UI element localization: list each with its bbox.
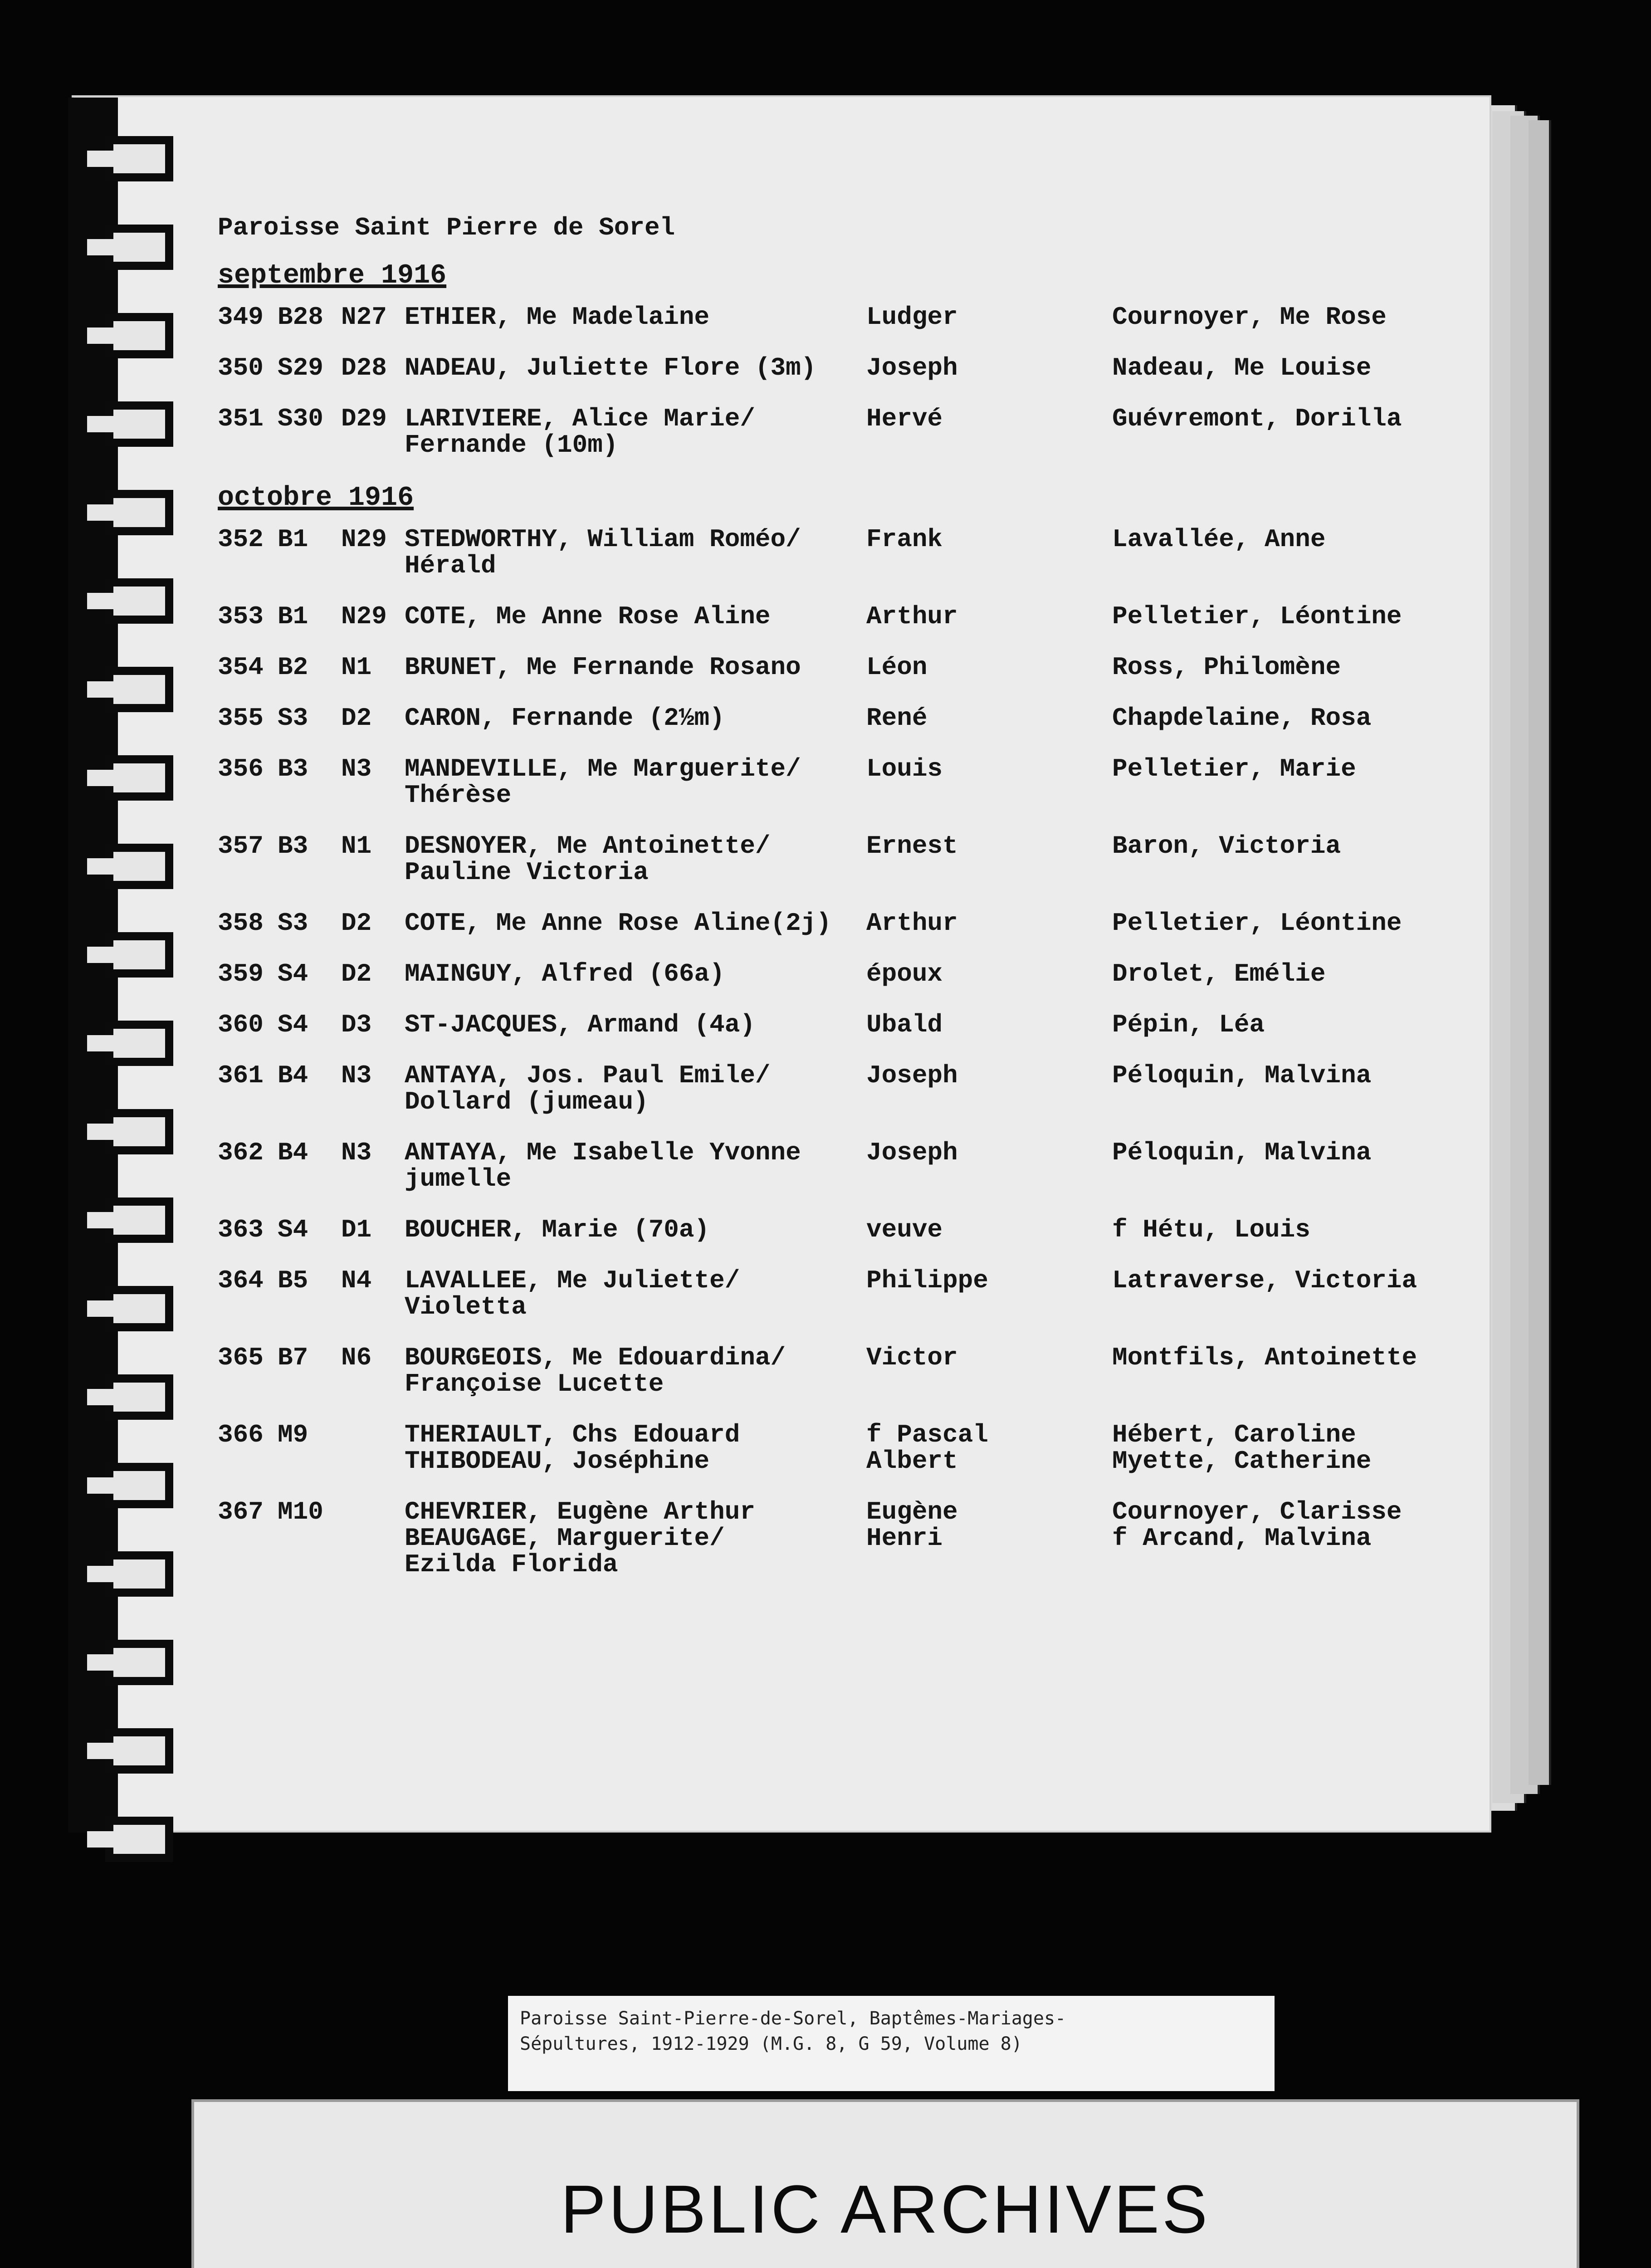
register-entry: [218, 1062, 1488, 1115]
entry-act-code: B7: [278, 1343, 308, 1372]
entry-name-line: BRUNET, Me Fernande Rosano: [405, 653, 801, 682]
entry-mother: [1112, 1139, 1457, 1192]
register-entry: [218, 910, 1488, 936]
entry-mother-line: Baron, Victoria: [1112, 831, 1341, 860]
month-heading: septembre 1916: [218, 260, 447, 291]
entry-mother: [1112, 833, 1457, 885]
entry-name-line: Fernande (10m): [405, 430, 618, 459]
caption-line: Sépultures, 1912-1929 (M.G. 8, G 59, Volume 8): [520, 2033, 1022, 2054]
entry-name-line: Hérald: [405, 551, 496, 580]
entry-mother-line: f Arcand, Malvina: [1112, 1524, 1372, 1553]
entry-father: [866, 1012, 1112, 1038]
page-edge: [1529, 120, 1551, 1785]
register-entry: [218, 961, 1488, 987]
entry-father-line: Joseph: [866, 353, 958, 382]
entry-act-code: B28: [278, 303, 323, 332]
entry-father-line: Louis: [866, 754, 943, 783]
entry-father-line: René: [866, 704, 928, 733]
entry-father: [866, 526, 1112, 579]
entry-name: [405, 961, 866, 987]
entry-mother: [1112, 1217, 1457, 1243]
register-entry: [218, 526, 1488, 579]
entry-name-line: DESNOYER, Me Antoinette/: [405, 831, 771, 860]
entry-father-line: Ubald: [866, 1010, 943, 1039]
entry-number: 358: [218, 909, 264, 938]
entry-name: [405, 1499, 866, 1578]
entry-date-code: [341, 1422, 405, 1474]
entry-name-line: CARON, Fernande (2½m): [405, 704, 725, 733]
entry-father-line: Léon: [866, 653, 928, 682]
entry-father: [866, 961, 1112, 987]
register-entry: [218, 603, 1488, 630]
archives-stamp: [191, 2099, 1579, 2268]
binding-ring: [105, 1817, 173, 1862]
entry-name: [405, 1139, 866, 1192]
entry-father: [866, 1422, 1112, 1474]
entry-name-line: Ezilda Florida: [405, 1550, 618, 1579]
register-entry: [218, 1499, 1488, 1578]
binding-ring: [105, 1463, 173, 1508]
entry-father-line: Henri: [866, 1524, 943, 1553]
entry-date-code: N27: [341, 303, 387, 332]
entry-father: [866, 1062, 1112, 1115]
entry-name: [405, 1012, 866, 1038]
entry-act-code: B3: [278, 831, 308, 860]
month-heading: octobre 1916: [218, 483, 414, 513]
microfilm-caption: [508, 1996, 1275, 2091]
entry-name: [405, 910, 866, 936]
entry-act-code: S30: [278, 404, 323, 433]
binding-ring: [105, 844, 173, 889]
entry-mother: [1112, 1499, 1457, 1578]
entry-name: [405, 304, 866, 330]
entry-mother-line: Hébert, Caroline: [1112, 1420, 1356, 1449]
entry-name: [405, 406, 866, 458]
entry-father-line: Ernest: [866, 831, 958, 860]
entry-name-line: Pauline Victoria: [405, 858, 649, 887]
entry-father: [866, 355, 1112, 381]
entry-mother-line: Péloquin, Malvina: [1112, 1138, 1372, 1167]
entry-mother: [1112, 406, 1457, 458]
entry-mother-line: f Hétu, Louis: [1112, 1215, 1310, 1244]
entry-act-code: B4: [278, 1061, 308, 1090]
entry-mother-line: Pelletier, Marie: [1112, 754, 1356, 783]
entry-mother-line: Myette, Catherine: [1112, 1447, 1372, 1476]
entry-date-code: D3: [341, 1010, 372, 1039]
entry-name-line: Violetta: [405, 1292, 527, 1321]
entry-number: 349: [218, 303, 264, 332]
entry-number: 366: [218, 1420, 264, 1449]
entry-mother: [1112, 1344, 1457, 1397]
entry-mother: [1112, 603, 1457, 630]
entry-name-line: ANTAYA, Jos. Paul Emile/: [405, 1061, 771, 1090]
entry-father-line: f Pascal: [866, 1420, 988, 1449]
entry-mother: [1112, 654, 1457, 680]
entry-father: [866, 406, 1112, 458]
binding-ring: [105, 1728, 173, 1774]
entry-act-code: B2: [278, 653, 308, 682]
entry-name-line: MAINGUY, Alfred (66a): [405, 959, 725, 988]
entry-mother-line: Ross, Philomène: [1112, 653, 1341, 682]
entry-date-code: N29: [341, 602, 387, 631]
entry-act-code: S29: [278, 353, 323, 382]
entry-mother-line: Guévremont, Dorilla: [1112, 404, 1402, 433]
entry-number: 356: [218, 754, 264, 783]
entry-date-code: D2: [341, 909, 372, 938]
entry-father: [866, 1499, 1112, 1578]
entry-act-code: B1: [278, 602, 308, 631]
entry-number: 353: [218, 602, 264, 631]
entry-father: [866, 910, 1112, 936]
binding-ring: [105, 1021, 173, 1066]
entry-name-line: COTE, Me Anne Rose Aline(2j): [405, 909, 831, 938]
entry-number: 361: [218, 1061, 264, 1090]
entry-mother-line: Lavallée, Anne: [1112, 525, 1326, 554]
entry-act-code: S3: [278, 909, 308, 938]
entry-name-line: BOUCHER, Marie (70a): [405, 1215, 710, 1244]
entry-name: [405, 1422, 866, 1474]
entry-name: [405, 654, 866, 680]
binding-ring: [105, 490, 173, 535]
entry-date-code: N6: [341, 1343, 372, 1372]
register-document: [218, 213, 1488, 1602]
register-entry: [218, 1422, 1488, 1474]
entry-date-code: N1: [341, 653, 372, 682]
entry-mother: [1112, 1267, 1457, 1320]
entry-father-line: Philippe: [866, 1266, 988, 1295]
entry-act-code: M10: [278, 1497, 323, 1526]
entry-mother-line: Pelletier, Léontine: [1112, 909, 1402, 938]
entry-mother-line: Montfils, Antoinette: [1112, 1343, 1417, 1372]
entry-act-code: B3: [278, 754, 308, 783]
entry-father-line: époux: [866, 959, 943, 988]
entry-father-line: veuve: [866, 1215, 943, 1244]
entry-father: [866, 1139, 1112, 1192]
register-entry: [218, 1012, 1488, 1038]
entry-name-line: jumelle: [405, 1164, 512, 1193]
entry-mother-line: Nadeau, Me Louise: [1112, 353, 1372, 382]
binding-ring: [105, 578, 173, 624]
entry-name: [405, 1344, 866, 1397]
entry-father-line: Ludger: [866, 303, 958, 332]
entry-mother: [1112, 1012, 1457, 1038]
binding-ring: [105, 401, 173, 447]
entry-number: 362: [218, 1138, 264, 1167]
entry-act-code: B1: [278, 525, 308, 554]
entry-mother: [1112, 1422, 1457, 1474]
entry-name-line: THERIAULT, Chs Edouard: [405, 1420, 740, 1449]
binding-ring: [105, 1286, 173, 1331]
entry-name-line: Françoise Lucette: [405, 1369, 664, 1398]
entry-father-line: Eugène: [866, 1497, 958, 1526]
entry-father-line: Victor: [866, 1343, 958, 1372]
entry-name: [405, 1267, 866, 1320]
entry-act-code: B4: [278, 1138, 308, 1167]
entry-mother-line: Latraverse, Victoria: [1112, 1266, 1417, 1295]
entry-name-line: STEDWORTHY, William Roméo/: [405, 525, 801, 554]
entry-mother: [1112, 355, 1457, 381]
entry-mother-line: Chapdelaine, Rosa: [1112, 704, 1372, 733]
register-entry: [218, 1267, 1488, 1320]
entry-date-code: D2: [341, 704, 372, 733]
entry-date-code: N3: [341, 754, 372, 783]
entry-mother: [1112, 526, 1457, 579]
entry-date-code: N3: [341, 1138, 372, 1167]
entry-name: [405, 1217, 866, 1243]
entry-father-line: Hervé: [866, 404, 943, 433]
register-sections: [218, 260, 1488, 1578]
register-entry: [218, 406, 1488, 458]
entry-number: 352: [218, 525, 264, 554]
entry-father: [866, 603, 1112, 630]
entry-father-line: Joseph: [866, 1061, 958, 1090]
binding-ring: [105, 667, 173, 712]
binding-ring: [105, 1198, 173, 1243]
entry-name-line: ST-JACQUES, Armand (4a): [405, 1010, 755, 1039]
register-entry: [218, 1217, 1488, 1243]
entry-act-code: S4: [278, 1215, 308, 1244]
entry-father: [866, 304, 1112, 330]
entry-name-line: ETHIER, Me Madelaine: [405, 303, 710, 332]
entry-act-code: S3: [278, 704, 308, 733]
entry-name-line: NADEAU, Juliette Flore (3m): [405, 353, 816, 382]
register-entry: [218, 756, 1488, 808]
caption-line: Paroisse Saint-Pierre-de-Sorel, Baptêmes-Mariages-: [520, 2008, 1066, 2029]
entry-mother-line: Péloquin, Malvina: [1112, 1061, 1372, 1090]
entry-mother-line: Drolet, Emélie: [1112, 959, 1326, 988]
entry-father: [866, 654, 1112, 680]
entry-mother: [1112, 961, 1457, 987]
entry-date-code: N4: [341, 1266, 372, 1295]
entry-mother: [1112, 705, 1457, 731]
binding-ring: [105, 1551, 173, 1597]
entry-father: [866, 833, 1112, 885]
binding-ring: [105, 1109, 173, 1154]
binding-ring: [105, 932, 173, 978]
entry-date-code: D2: [341, 959, 372, 988]
entry-number: 364: [218, 1266, 264, 1295]
entry-name: [405, 603, 866, 630]
entry-name: [405, 833, 866, 885]
entry-number: 351: [218, 404, 264, 433]
entry-father-line: Arthur: [866, 602, 958, 631]
entry-father-line: Joseph: [866, 1138, 958, 1167]
entry-date-code: D28: [341, 353, 387, 382]
entry-number: 359: [218, 959, 264, 988]
entry-father-line: Albert: [866, 1447, 958, 1476]
entry-name: [405, 355, 866, 381]
entry-date-code: N3: [341, 1061, 372, 1090]
entry-number: 363: [218, 1215, 264, 1244]
entry-name-line: BOURGEOIS, Me Edouardina/: [405, 1343, 786, 1372]
entry-date-code: N29: [341, 525, 387, 554]
entry-number: 350: [218, 353, 264, 382]
entry-act-code: S4: [278, 1010, 308, 1039]
binding-ring: [105, 1640, 173, 1685]
register-entry: [218, 355, 1488, 381]
register-entry: [218, 304, 1488, 330]
entry-number: 354: [218, 653, 264, 682]
entry-father: [866, 1267, 1112, 1320]
entry-mother: [1112, 756, 1457, 808]
entry-name-line: BEAUGAGE, Marguerite/: [405, 1524, 725, 1553]
entry-act-code: S4: [278, 959, 308, 988]
entry-name: [405, 756, 866, 808]
entry-name-line: ANTAYA, Me Isabelle Yvonne: [405, 1138, 801, 1167]
binding-ring: [105, 136, 173, 181]
binding-ring: [105, 313, 173, 358]
entry-act-code: B5: [278, 1266, 308, 1295]
entry-name: [405, 1062, 866, 1115]
entry-father: [866, 705, 1112, 731]
binding-ring: [105, 225, 173, 270]
entry-name-line: LARIVIERE, Alice Marie/: [405, 404, 755, 433]
entry-name-line: Dollard (jumeau): [405, 1087, 649, 1116]
entry-name: [405, 526, 866, 579]
entry-number: 355: [218, 704, 264, 733]
entry-date-code: D29: [341, 404, 387, 433]
entry-mother-line: Pelletier, Léontine: [1112, 602, 1402, 631]
entry-father: [866, 1344, 1112, 1397]
register-entry: [218, 1139, 1488, 1192]
entry-name-line: Thérèse: [405, 781, 512, 810]
register-entry: [218, 1344, 1488, 1397]
register-entry: [218, 705, 1488, 731]
entry-mother-line: Cournoyer, Clarisse: [1112, 1497, 1402, 1526]
entry-name: [405, 705, 866, 731]
entry-father-line: Arthur: [866, 909, 958, 938]
entry-date-code: [341, 1499, 405, 1578]
register-entry: [218, 833, 1488, 885]
entry-number: 357: [218, 831, 264, 860]
entry-mother: [1112, 910, 1457, 936]
entry-mother-line: Cournoyer, Me Rose: [1112, 303, 1387, 332]
register-entry: [218, 654, 1488, 680]
entry-father-line: Frank: [866, 525, 943, 554]
binding-ring: [105, 1374, 173, 1420]
entry-number: 360: [218, 1010, 264, 1039]
entry-father: [866, 1217, 1112, 1243]
stamp-line-public-archives: PUBLIC ARCHIVES: [560, 2171, 1211, 2247]
entry-name-line: CHEVRIER, Eugène Arthur: [405, 1497, 755, 1526]
entry-name-line: LAVALLEE, Me Juliette/: [405, 1266, 740, 1295]
entry-act-code: M9: [278, 1420, 308, 1449]
entry-mother: [1112, 304, 1457, 330]
entry-date-code: N1: [341, 831, 372, 860]
entry-name-line: MANDEVILLE, Me Marguerite/: [405, 754, 801, 783]
entry-number: 365: [218, 1343, 264, 1372]
binding-ring: [105, 755, 173, 801]
entry-mother: [1112, 1062, 1457, 1115]
document-title: Paroisse Saint Pierre de Sorel: [218, 213, 675, 242]
entry-number: 367: [218, 1497, 264, 1526]
entry-name-line: COTE, Me Anne Rose Aline: [405, 602, 771, 631]
entry-father: [866, 756, 1112, 808]
entry-name-line: THIBODEAU, Joséphine: [405, 1447, 710, 1476]
entry-mother-line: Pépin, Léa: [1112, 1010, 1265, 1039]
entry-date-code: D1: [341, 1215, 372, 1244]
